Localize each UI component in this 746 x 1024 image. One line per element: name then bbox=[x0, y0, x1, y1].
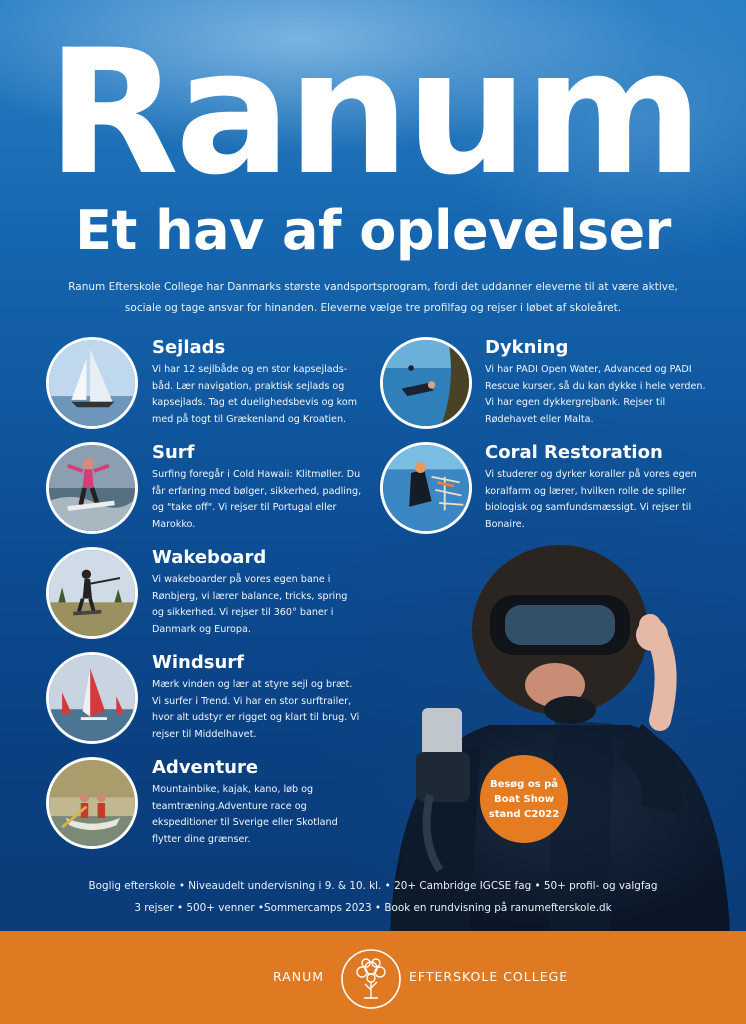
program-dykning bbox=[380, 337, 720, 432]
page-subtitle: Et hav af oplevelser bbox=[75, 199, 671, 262]
program-title: Windsurf bbox=[152, 652, 244, 673]
program-title: Dykning bbox=[485, 337, 569, 358]
footer-bar bbox=[0, 931, 746, 1024]
program-description: Mærk vinden og lær at styre sejl og bræt. Vi surfer i Trend. Vi har en stor surftrailer, hvor alt udstyr er rigget og klart til brug. Vi rejser til Middelhavet. bbox=[152, 679, 360, 740]
program-coral-restoration bbox=[380, 442, 720, 537]
surf-photo bbox=[46, 442, 138, 534]
program-title: Coral Restoration bbox=[485, 442, 663, 463]
program-title: Wakeboard bbox=[152, 547, 267, 568]
program-description: Vi har 12 sejlbåde og en stor kapsejlads-båd. Lær navigation, praktisk sejlads og kapsejlads. Tag et duelighedsbevis og kom med på togt til Grækenland og Kroatien. bbox=[152, 364, 358, 425]
page-title: Ranum bbox=[46, 12, 700, 213]
intro-text: Ranum Efterskole College har Danmarks største vandsportsprogram, fordi det uddanner eleverne til at være aktive, sociale og tage ansvar for hinanden. Eleverne vælge tre profilfag og rejser i løbet af skoleåret. bbox=[68, 281, 678, 314]
sailing-photo bbox=[46, 337, 138, 429]
tree-logo-icon bbox=[340, 948, 402, 1010]
badge-line-1: Besøg os på bbox=[489, 778, 559, 790]
program-description: Vi har PADI Open Water, Advanced og PADI Rescue kurser, så du kan dykke i hele verden. Vi har egen dykkergrejbank. Rejser til Rødehavet eller Malta. bbox=[485, 364, 706, 425]
boat-show-badge bbox=[480, 755, 568, 843]
windsurf-photo bbox=[46, 652, 138, 744]
badge-line-2: Boat Show bbox=[494, 793, 554, 805]
program-adventure bbox=[46, 757, 376, 852]
program-windsurf bbox=[46, 652, 376, 747]
footer-name-left: RANUM bbox=[272, 969, 324, 984]
program-title: Sejlads bbox=[152, 337, 226, 358]
program-description: Mountainbike, kajak, kano, løb og teamtræning.Adventure race og ekspeditioner til Sverige eller Skotland flytter dine grænser. bbox=[152, 784, 338, 845]
diving-photo bbox=[380, 337, 472, 429]
facts-block bbox=[30, 875, 716, 919]
program-description: Vi studerer og dyrker koraller på vores egen koralfarm og lærer, hvilken rolle de spiller biologisk og samfundsmæssigt. Vi rejser til Bonaire. bbox=[485, 469, 697, 530]
program-title: Surf bbox=[152, 442, 195, 463]
program-description: Vi wakeboarder på vores egen bane i Rønbjerg, vi lærer balance, tricks, spring og sikkerhed. Vi rejser til 360° baner i Danmark og Europa. bbox=[152, 574, 348, 635]
adventure-photo bbox=[46, 757, 138, 849]
coral-photo bbox=[380, 442, 472, 534]
program-wakeboard bbox=[46, 547, 376, 642]
facts-line-1: Boglig efterskole • Niveaudelt undervisning i 9. & 10. kl. • 20+ Cambridge IGCSE fag • 50+ profil- og valgfag bbox=[88, 880, 658, 892]
wakeboard-photo bbox=[46, 547, 138, 639]
program-sejlads bbox=[46, 337, 376, 432]
footer-name-right: EFTERSKOLE COLLEGE bbox=[409, 969, 569, 984]
diver-image bbox=[330, 540, 746, 932]
program-description: Surfing foregår i Cold Hawaii: Klitmøller. Du får erfaring med bølger, sikkerhed, padling, og "take off". Vi rejser til Portugal eller Marokko. bbox=[152, 469, 362, 530]
facts-line-2: 3 rejser • 500+ venner •Sommercamps 2023 • Book en rundvisning på ranumefterskole.dk bbox=[134, 902, 612, 914]
program-surf bbox=[46, 442, 376, 537]
badge-line-3: stand C2022 bbox=[488, 808, 560, 820]
program-title: Adventure bbox=[152, 757, 259, 778]
